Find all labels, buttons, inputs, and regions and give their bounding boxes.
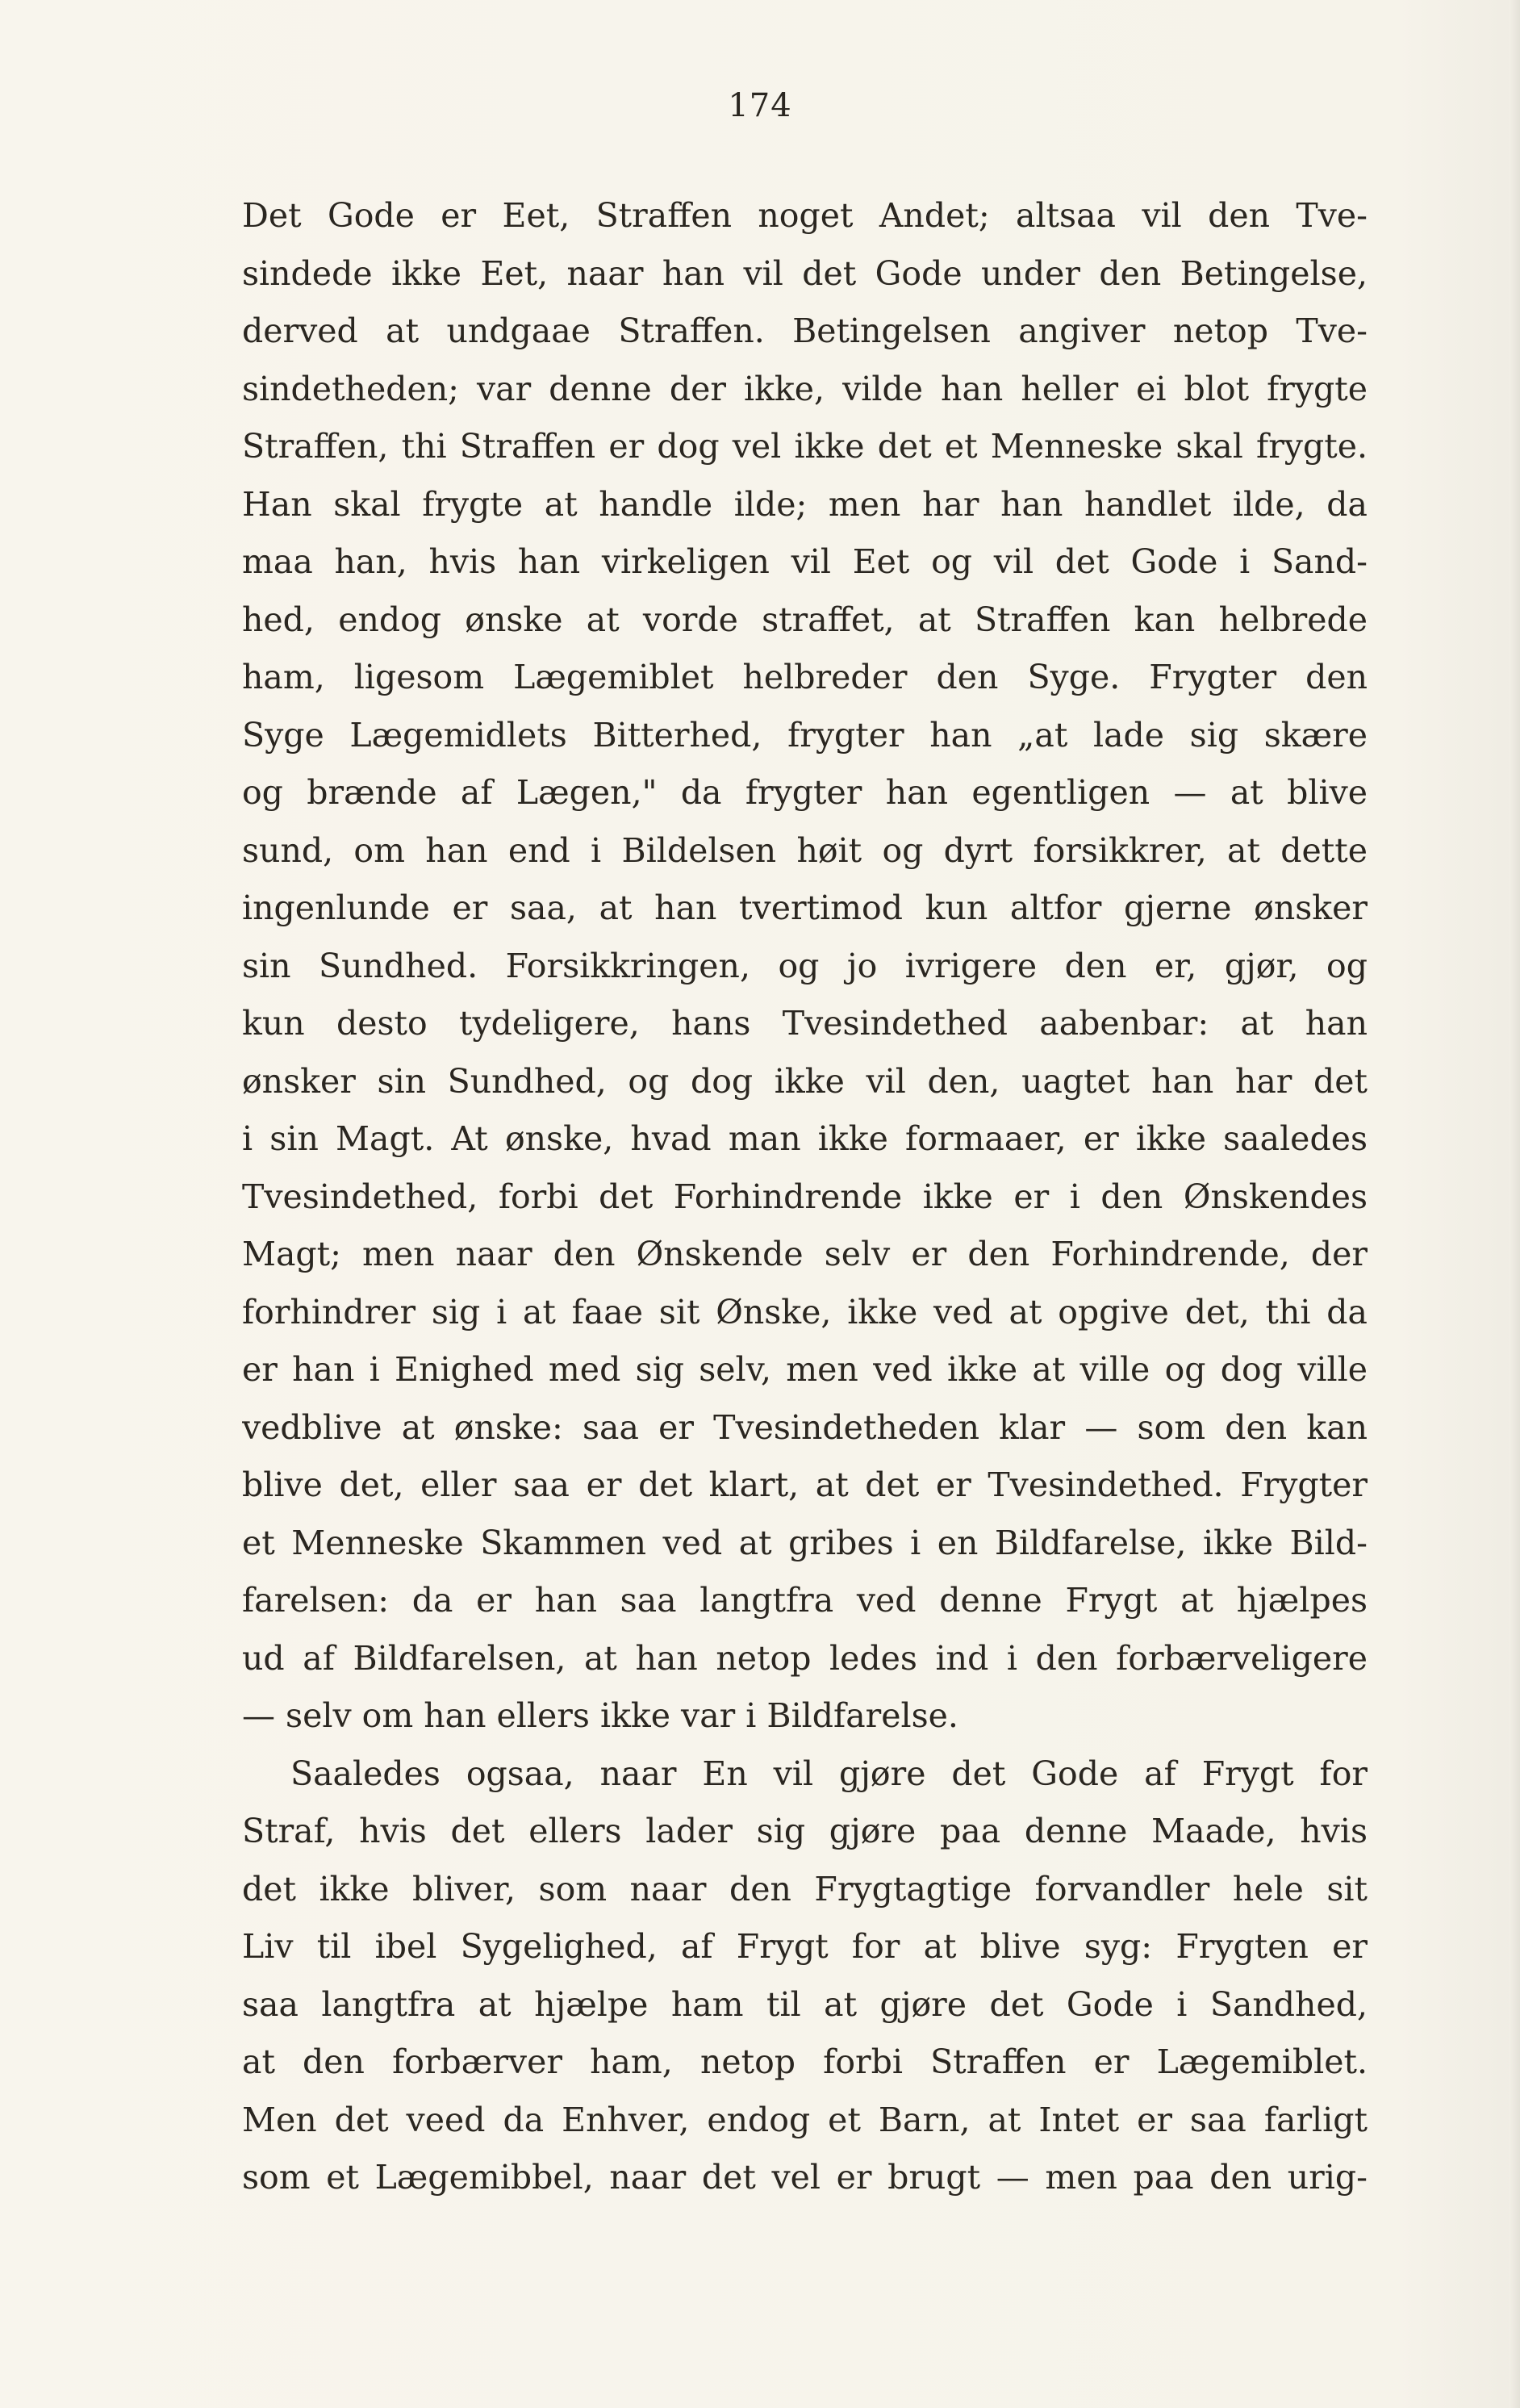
page-number: 174 [728, 87, 792, 124]
text-line: sund, om han end i Bildelsen høit og dyrt forsikkrer, at dette [242, 830, 1368, 870]
text-line: Saaledes ogsaa, naar En vil gjøre det Gode af Frygt for [290, 1754, 1368, 1793]
text-line: som et Lægemibbel, naar det vel er brugt — men paa den urig- [242, 2158, 1368, 2197]
text-line: derved at undgaae Straffen. Betingelsen angiver netop Tve- [242, 311, 1368, 350]
text-line: et Menneske Skammen ved at gribes i en Bildfarelse, ikke Bild- [242, 1523, 1368, 1562]
text-line: og brænde af Lægen," da frygter han egentligen — at blive [242, 773, 1368, 812]
text-line: saa langtfra at hjælpe ham til at gjøre det Gode i Sandhed, [242, 1984, 1368, 2024]
paragraph [242, 187, 1368, 1745]
text-line: ham, ligesom Lægemiblet helbreder den Syge. Frygter den [242, 658, 1368, 696]
text-line: sin Sundhed. Forsikkringen, og jo ivrigere den er, gjør, og [242, 946, 1368, 985]
text-line: ingenlunde er saa, at han tvertimod kun altfor gjerne ønsker [242, 888, 1368, 927]
text-line: hed, endog ønske at vorde straffet, at Straffen kan helbrede [242, 600, 1368, 639]
paragraph [242, 1745, 1368, 2207]
text-line: Syge Lægemidlets Bitterhed, frygter han „at lade sig skære [242, 715, 1368, 755]
text-line: er han i Enighed med sig selv, men ved ikke at ville og dog ville [242, 1350, 1368, 1389]
text-line: Tvesindethed, forbi det Forhindrende ikke er i den Ønskendes [242, 1177, 1368, 1216]
body-text [242, 187, 1368, 2207]
text-line: Det Gode er Eet, Straffen noget Andet; altsaa vil den Tve- [242, 196, 1368, 235]
text-line: blive det, eller saa er det klart, at det er Tvesindethed. Frygter [242, 1465, 1368, 1504]
text-line: Han skal frygte at handle ilde; men har han handlet ilde, da [242, 484, 1368, 524]
text-line: i sin Magt. At ønske, hvad man ikke formaaer, er ikke saaledes [242, 1119, 1368, 1158]
text-line: vedblive at ønske: saa er Tvesindetheden klar — som den kan [242, 1407, 1368, 1447]
text-line: Liv til ibel Sygelighed, af Frygt for at blive syg: Frygten er [242, 1927, 1368, 1966]
text-line: Straffen, thi Straffen er dog vel ikke det et Menneske skal frygte. [242, 427, 1368, 466]
text-line: — selv om han ellers ikke var i Bildfarelse. [242, 1696, 958, 1735]
text-line: Magt; men naar den Ønskende selv er den Forhindrende, der [242, 1235, 1368, 1273]
text-line: det ikke bliver, som naar den Frygtagtige forvandler hele sit [242, 1869, 1368, 1908]
text-line: sindetheden; var denne der ikke, vilde han heller ei blot frygte [242, 369, 1368, 408]
text-line: sindede ikke Eet, naar han vil det Gode under den Betingelse, [242, 253, 1368, 293]
text-line: kun desto tydeligere, hans Tvesindethed aabenbar: at han [242, 1004, 1368, 1043]
text-line: farelsen: da er han saa langtfra ved denne Frygt at hjælpes [242, 1581, 1368, 1620]
text-line: ønsker sin Sundhed, og dog ikke vil den, uagtet han har det [242, 1061, 1368, 1101]
text-line: maa han, hvis han virkeligen vil Eet og vil det Gode i Sand- [242, 542, 1368, 581]
text-line: at den forbærver ham, netop forbi Straffen er Lægemiblet. [242, 2042, 1368, 2081]
text-line: Straf, hvis det ellers lader sig gjøre paa denne Maade, hvis [242, 1812, 1368, 1850]
text-line: forhindrer sig i at faae sit Ønske, ikke ved at opgive det, thi da [242, 1292, 1368, 1332]
text-line: ud af Bildfarelsen, at han netop ledes ind i den forbærveligere [242, 1638, 1368, 1678]
page-edge-shadow [1509, 0, 1520, 2408]
text-line: Men det veed da Enhver, endog et Barn, at Intet er saa farligt [242, 2100, 1368, 2139]
